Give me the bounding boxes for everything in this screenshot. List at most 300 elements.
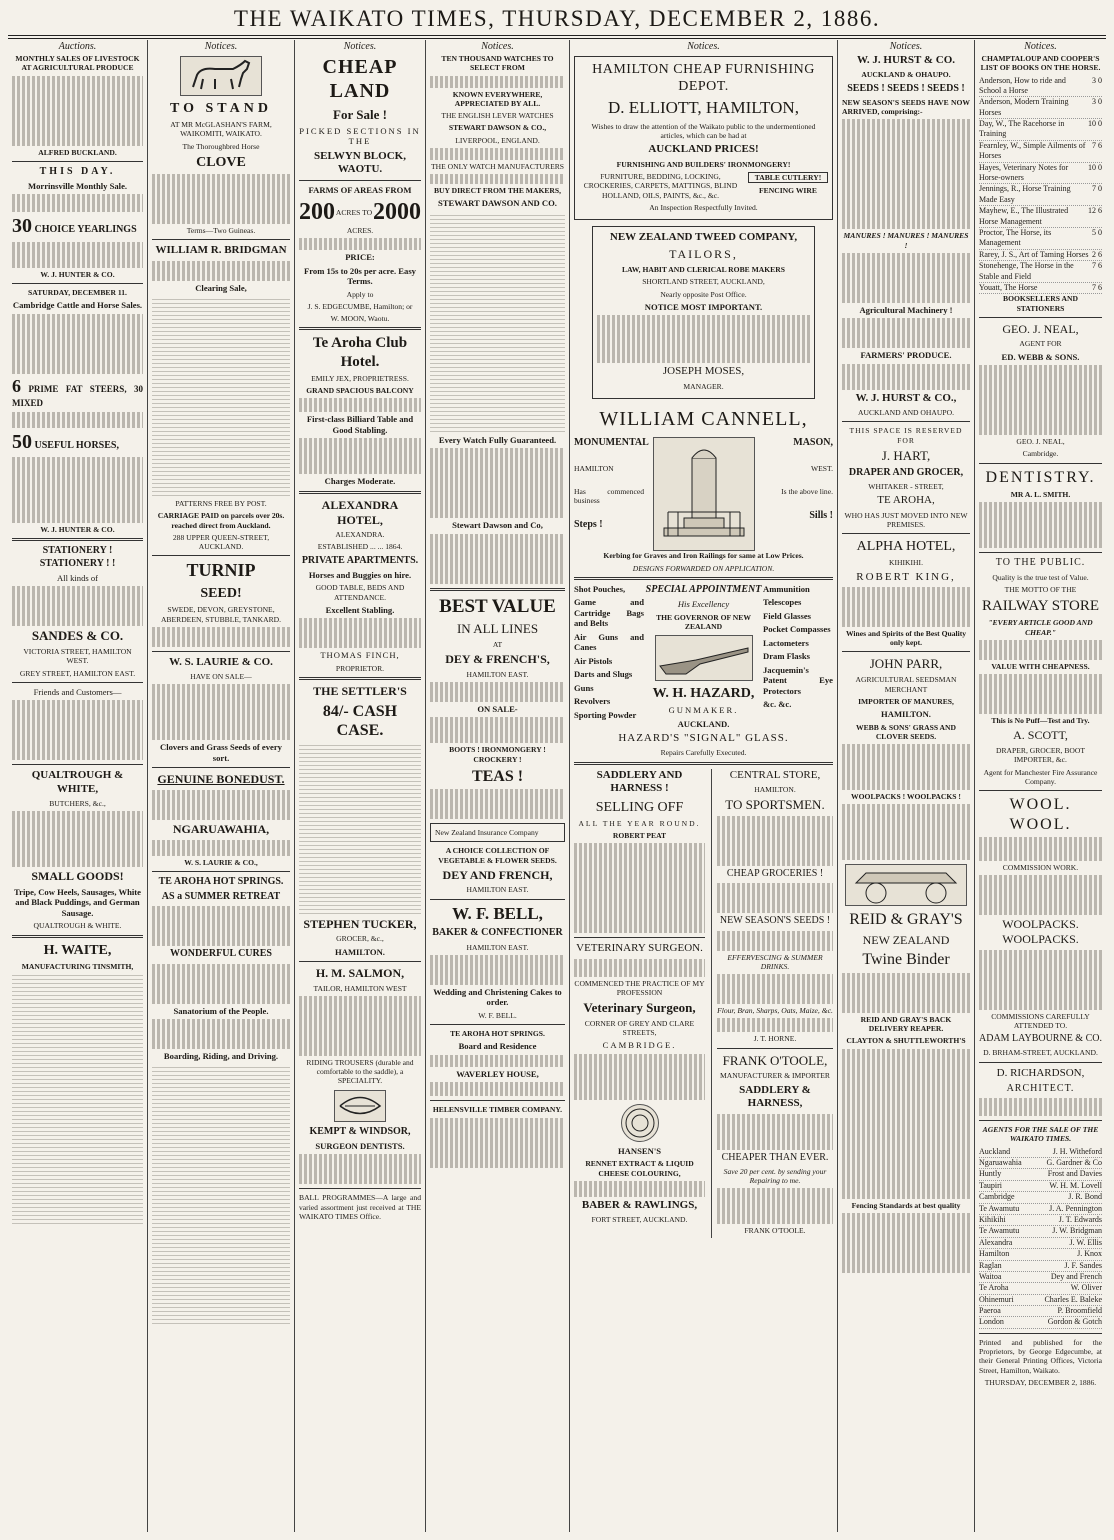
- horse-illustration: [180, 56, 262, 96]
- horse-icon: [181, 57, 261, 95]
- ad-text: First-class Billiard Table and Good Stabling.: [306, 414, 414, 435]
- body-text: [430, 1055, 565, 1067]
- body-text: [12, 586, 143, 626]
- body-text: [152, 296, 290, 496]
- agent-row: [979, 1317, 1102, 1328]
- ad-text: NEW ZEALAND: [862, 932, 950, 947]
- shop-name: W. J. HURST & CO.: [856, 54, 956, 66]
- auctioneer-name: ALFRED BUCKLAND.: [38, 147, 117, 157]
- divider: [152, 651, 290, 652]
- ad-heading: TO THE PUBLIC.: [995, 557, 1086, 569]
- signature: J. T. HORNE.: [753, 1034, 797, 1044]
- body-text: [842, 119, 970, 229]
- agent-row-label: Alexandra: [979, 1237, 1013, 1247]
- hotel-name: ALPHA HOTEL,: [856, 539, 956, 555]
- ad-text: BAKER & CONFECTIONER: [432, 927, 563, 939]
- ad-text: Horses and Buggies on hire.: [308, 569, 412, 580]
- agent-row: [979, 1238, 1102, 1249]
- ad-text: SPECIAL APPOINTMENT: [645, 583, 762, 595]
- ad-text: "EVERY ARTICLE GOOD AND CHEAP.": [988, 618, 1093, 637]
- body-text: [842, 318, 970, 348]
- divider: [979, 790, 1102, 791]
- ad-text: TAILOR, HAMILTON WEST: [313, 983, 407, 993]
- body-text: [430, 76, 565, 88]
- agent-row: [979, 1204, 1102, 1215]
- ad-text: BALL PROGRAMMES—A large and varied assortment just received at THE WAIKATO TIMES Office.: [299, 1193, 421, 1221]
- divider: [299, 180, 421, 181]
- item: Ammunition: [763, 583, 810, 594]
- agent-row-value: J. H. Witheford: [1052, 1146, 1102, 1156]
- ad-subheading: For Sale !: [333, 106, 387, 122]
- ad-text: Every Watch Fully Guaranteed.: [438, 434, 557, 445]
- ad-text: This is No Puff—Test and Try.: [991, 716, 1090, 726]
- shop-address: D. BRHAM-STREET, AUCKLAND.: [983, 1048, 1098, 1058]
- ad-text: ESTABLISHED ... ... 1864.: [317, 542, 403, 552]
- acre-label: ACRES.: [346, 225, 374, 235]
- ad-text: IMPORTER OF MANURES,: [858, 696, 954, 706]
- item: Field Glasses: [763, 610, 811, 621]
- book-row: [979, 261, 1102, 283]
- book-row-label: Hayes, Veterinary Notes for Horse-owners: [979, 162, 1069, 183]
- agent-row-value: W. Oliver: [1070, 1283, 1102, 1293]
- book-row-label: Anderson, How to ride and School a Horse: [979, 75, 1066, 95]
- monument-illustration: [653, 437, 755, 551]
- ad-heading: Clearing Sale,: [195, 282, 247, 293]
- ad-text: GRAND SPACIOUS BALCONY: [306, 386, 414, 396]
- ad-text: Is the above line.: [781, 486, 833, 496]
- masthead: [0, 0, 1114, 36]
- shop-address: VICTORIA STREET, HAMILTON WEST.: [23, 647, 132, 666]
- body-text: [152, 840, 290, 856]
- ad-heading: AUCKLAND PRICES!: [648, 143, 759, 156]
- shop-name: SANDES & CO.: [31, 628, 124, 644]
- section-title: THIS DAY.: [39, 165, 116, 177]
- ad-heading: RENNET EXTRACT & LIQUID CHEESE COLOURING,: [585, 1159, 694, 1178]
- furnishing-side: [748, 172, 828, 203]
- ad-text: GROCER, &c.,: [336, 934, 384, 944]
- agent-row-value: W. H. M. Lovell: [1049, 1180, 1102, 1190]
- body-text: [430, 955, 565, 985]
- masthead-title: THE WAIKATO TIMES, THURSDAY, DECEMBER 2, 1886.: [233, 6, 881, 31]
- sale-date: SATURDAY, DECEMBER 11.: [28, 288, 127, 298]
- ad-heading: Veterinary Surgeon,: [583, 1000, 696, 1016]
- book-row-value: 7 6: [1092, 282, 1102, 292]
- ad-text: Excellent Stabling.: [325, 604, 395, 615]
- ad-text: Save 20 per cent. by sending your Repairing to me.: [723, 1166, 827, 1185]
- agent-row: [979, 1261, 1102, 1272]
- shop-address: Nearly opposite Post Office.: [660, 289, 747, 299]
- shop-name: KEMPT & WINDSOR,: [309, 1125, 411, 1137]
- ad-text: ALL THE YEAR ROUND.: [578, 818, 701, 828]
- ad-heading: 84/- CASH CASE.: [322, 702, 398, 740]
- agent-row-value: Dey and French: [1050, 1271, 1102, 1281]
- divider: [299, 491, 421, 494]
- gun-illustration: [655, 635, 753, 681]
- shop-name: ROBERT PEAT: [612, 830, 667, 840]
- ad-text: BOOKSELLERS AND STATIONERS: [1003, 294, 1078, 313]
- ad-text: COMMISSION WORK.: [1002, 863, 1079, 873]
- monument-icon: [654, 438, 754, 550]
- hazard-ad: [574, 584, 833, 732]
- shop-name: W. S. LAURIE & CO.: [169, 655, 273, 668]
- shop-address: SHORTLAND STREET, AUCKLAND,: [642, 277, 765, 287]
- shop-address: CORNER OF GREY AND CLARE STREETS,: [584, 1018, 695, 1038]
- divider: [979, 1120, 1102, 1121]
- agent-row: [979, 1283, 1102, 1294]
- item: Game and Cartridge Bags and Belts: [574, 597, 644, 629]
- divider: [574, 762, 833, 765]
- place-name: AUCKLAND AND OHAUPO.: [858, 408, 954, 418]
- column-1: [8, 40, 148, 1532]
- ad-text: Repairs Carefully Executed.: [660, 748, 747, 758]
- shop-name: W. F. BELL,: [452, 903, 543, 923]
- ad-heading: HELENSVILLE TIMBER COMPANY.: [432, 1105, 563, 1115]
- ad-heading: TEAS !: [471, 767, 524, 785]
- agent-row-label: Taupiri: [979, 1180, 1002, 1190]
- ad-heading: AGENTS FOR THE SALE OF THE WAIKATO TIMES.: [982, 1125, 1099, 1144]
- sale-title: Morrinsville Monthly Sale.: [27, 180, 128, 191]
- ad-text: EFFERVESCING & SUMMER DRINKS.: [727, 952, 823, 971]
- ad-text: The Thoroughbred Horse: [182, 141, 260, 151]
- column-4: [426, 40, 570, 1532]
- ad-text: Tripe, Cow Heels, Sausages, White and Black Puddings, and German Sausage.: [14, 887, 141, 918]
- ad-text: AGRICULTURAL SEEDSMAN MERCHANT: [855, 675, 957, 694]
- ad-text: DRAPER, GROCER, BOOT IMPORTER, &c.: [995, 746, 1086, 765]
- ad-text: SELWYN BLOCK, WAOTU.: [314, 149, 406, 176]
- book-row-value: 10 0: [1088, 119, 1102, 129]
- ad-text: BOOTS ! IRONMONGERY ! CROCKERY !: [449, 745, 546, 764]
- shop-address: WHITAKER - STREET,: [868, 482, 944, 492]
- body-text: [717, 816, 833, 866]
- agency-text: New Zealand Insurance Company: [435, 828, 539, 838]
- ad-text: AT: [492, 639, 503, 649]
- signature: QUALTROUGH & WHITE.: [33, 921, 122, 931]
- place-name: HAMILTON EAST.: [466, 942, 529, 952]
- agent-row-label: Ohinemuri: [979, 1294, 1014, 1304]
- ad-text: Apply to: [346, 289, 374, 299]
- body-text: [152, 261, 290, 281]
- agent-row-value: J. W. Bridgman: [1052, 1226, 1102, 1236]
- terms: Terms—Two Guineas.: [186, 225, 256, 235]
- body-text: [299, 996, 421, 1056]
- book-row: [979, 283, 1102, 294]
- body-text: [717, 974, 833, 1004]
- ad-text: TABLE CUTLERY!: [748, 172, 828, 183]
- place-name: AUCKLAND.: [677, 718, 730, 729]
- item: &c. &c.: [763, 699, 792, 710]
- divider: [979, 1062, 1102, 1063]
- body-text: [842, 744, 970, 790]
- item: Air Guns and Canes: [574, 631, 644, 653]
- ad-heading: SMALL GOODS!: [31, 869, 124, 884]
- place-name: AUCKLAND & OHAUPO.: [861, 70, 951, 80]
- ad-text: RIDING TROUSERS (durable and comfortable to the saddle), a SPECIALITY.: [306, 1057, 414, 1086]
- divider: [299, 677, 421, 680]
- place-name: KIHIKIHI.: [889, 558, 923, 568]
- column-7: [975, 40, 1106, 1532]
- body-text: [430, 174, 565, 184]
- sale-title: Cambridge Cattle and Horse Sales.: [12, 300, 143, 311]
- ad-heading: Clovers and Grass Seeds of every sort.: [160, 742, 282, 763]
- item: Darts and Slugs: [574, 669, 633, 680]
- book-list: [979, 76, 1102, 295]
- ad-text: Agent for Manchester Fire Assurance Company.: [983, 767, 1098, 786]
- ad-text: A CHOICE COLLECTION OF VEGETABLE & FLOWER SEEDS.: [438, 846, 557, 865]
- masthead-rule: [8, 35, 1106, 36]
- ad-text: Charges Moderate.: [324, 476, 396, 487]
- shop-address: GREY STREET, HAMILTON EAST.: [19, 668, 136, 678]
- column-3: [295, 40, 426, 1532]
- item: Telescopes: [763, 597, 802, 608]
- ad-heading: TEN THOUSAND WATCHES TO SELECT FROM: [441, 54, 554, 73]
- ad-text: GOOD TABLE, BEDS AND ATTENDANCE.: [315, 583, 405, 602]
- book-row-label: Mayhew, E., The Illustrated Horse Management: [979, 206, 1069, 226]
- body-text: [430, 448, 565, 518]
- body-text: [152, 684, 290, 740]
- proprietor: THOMAS FINCH,: [320, 650, 400, 661]
- body-text: [299, 238, 421, 250]
- ad-text: DESIGNS FORWARDED ON APPLICATION.: [632, 563, 775, 573]
- body-text: [979, 950, 1102, 1010]
- item: Air Pistols: [574, 655, 613, 666]
- body-text: [979, 365, 1102, 435]
- agent-row-label: Waitoa: [979, 1271, 1002, 1281]
- lot-description: USEFUL HORSES,: [34, 439, 119, 451]
- body-text: [842, 1213, 970, 1273]
- divider: [12, 682, 143, 683]
- ad-heading: SEED!: [200, 586, 242, 602]
- ad-heading: WOOLPACKS ! WOOLPACKS !: [851, 792, 961, 801]
- column-5: [570, 40, 838, 1532]
- ad-text: Wishes to draw the attention of the Waikato public to the undermentioned articles, which can be had at: [591, 121, 816, 141]
- acre-max: 2000: [372, 198, 421, 225]
- agent-row-value: J. Knox: [1077, 1249, 1102, 1259]
- ad-text: FENCING WIRE: [759, 186, 817, 196]
- ad-heading: BEST VALUE: [439, 595, 556, 617]
- shop-name: BABER & RAWLINGS,: [581, 1198, 698, 1211]
- ad-heading: DENTISTRY.: [985, 468, 1096, 486]
- furnishing-ad: [574, 56, 833, 220]
- book-row: [979, 250, 1102, 261]
- ad-text: WEST.: [810, 463, 833, 473]
- book-row: [979, 119, 1102, 141]
- ad-heading: SADDLERY AND HARNESS !: [596, 768, 683, 795]
- ad-heading: ED. WEBB & SONS.: [1001, 351, 1080, 362]
- column-header: Notices.: [481, 41, 514, 52]
- book-row-label: Rarey, J. S., Art of Taming Horses: [979, 249, 1089, 259]
- cannell-ad: [574, 437, 833, 551]
- book-row-label: Stonehenge, The Horse in the Stable and Field: [979, 261, 1074, 281]
- place-name: Cambridge.: [1022, 449, 1059, 459]
- shop-name: A. SCOTT,: [1013, 728, 1068, 743]
- agent-row-value: J. A. Pennington: [1049, 1203, 1102, 1213]
- body-text: [430, 1118, 565, 1168]
- place-name: ALEXANDRA.: [335, 530, 385, 540]
- ad-text: TAILORS,: [669, 247, 738, 262]
- shop-name: JOHN PARR,: [869, 656, 943, 672]
- furnishing-details: [579, 172, 828, 203]
- ad-heading: Twine Binder: [862, 951, 950, 969]
- divider: [152, 871, 290, 872]
- agent-row: [979, 1249, 1102, 1260]
- signature: FRANK O'TOOLE.: [744, 1226, 806, 1236]
- book-row: [979, 141, 1102, 163]
- column-header: Notices.: [687, 41, 720, 52]
- acre-min: 200: [299, 198, 335, 225]
- col5-bottom: [574, 769, 833, 1239]
- shop-name: FRANK O'TOOLE,: [722, 1052, 828, 1068]
- agent-row: [979, 1169, 1102, 1180]
- place-name: CAMBRIDGE.: [602, 1040, 677, 1051]
- hotel-name: ALEXANDRA HOTEL,: [321, 497, 399, 527]
- shop-name: W. J. HURST & CO.,: [855, 391, 957, 404]
- shop-address: 288 UPPER QUEEN-STREET, AUCKLAND.: [172, 532, 270, 552]
- body-text: [152, 964, 290, 1004]
- body-text: [842, 587, 970, 627]
- reaper-icon: [846, 865, 966, 905]
- body-text: [842, 253, 970, 303]
- item: Dram Flasks: [763, 651, 811, 662]
- body-text: [842, 804, 970, 860]
- price-table: [152, 1064, 290, 1324]
- ad-text: THE ENGLISH LEVER WATCHES: [441, 111, 554, 120]
- shop-name: CENTRAL STORE,: [729, 768, 821, 781]
- agent-row: [979, 1181, 1102, 1192]
- shop-name: H. M. SALMON,: [315, 966, 405, 981]
- agent-row-label: Cambridge: [979, 1192, 1015, 1202]
- book-row-value: 10 0: [1088, 162, 1102, 172]
- column-header: Notices.: [1024, 41, 1057, 52]
- column-header: Notices.: [889, 41, 923, 52]
- ad-text: BUY DIRECT FROM THE MAKERS,: [433, 186, 562, 195]
- place-name: HAMILTON EAST.: [466, 669, 529, 679]
- divider: [717, 1048, 833, 1049]
- divider: [574, 577, 833, 580]
- item: Pocket Compasses: [763, 624, 831, 635]
- agent-row-value: J. R. Bond: [1068, 1192, 1102, 1202]
- ad-heading: CHAMPTALOUP AND COOPER'S LIST OF BOOKS ON THE HORSE.: [980, 54, 1101, 73]
- agent-row-label: Hamilton: [979, 1249, 1010, 1259]
- manager-name: JOSEPH MOSES,: [662, 365, 745, 378]
- price-heading: PRICE:: [345, 252, 375, 263]
- agent-row: [979, 1295, 1102, 1306]
- col5-bottom-left: [574, 769, 705, 1239]
- ad-text: FURNITURE, BEDDING, LOCKING, CROCKERIES, CARPETS, MATTINGS, BLIND HOLLAND, OILS, PAINTS, &c., &c.: [583, 172, 738, 200]
- ad-text: CARRIAGE PAID on parcels over 20s. reached direct from Auckland.: [157, 511, 285, 530]
- shop-name: Stewart Dawson and Co,: [452, 520, 543, 531]
- body-text: [299, 438, 421, 474]
- ad-heading: SELLING OFF: [595, 799, 684, 815]
- ad-heading: VETERINARY SURGEON.: [576, 942, 703, 955]
- ad-heading: WEBB & SONS' GRASS AND CLOVER SEEDS.: [855, 722, 956, 741]
- ad-heading: WOOL. WOOL.: [1009, 796, 1072, 833]
- body-text: [979, 502, 1102, 548]
- ad-heading: NOTICE MOST IMPORTANT.: [644, 301, 763, 312]
- body-text: [842, 1049, 970, 1199]
- agent-row-label: Auckland: [979, 1146, 1011, 1156]
- hansen-seal: [621, 1104, 659, 1142]
- ad-heading: FARMERS' PRODUCE.: [860, 350, 952, 361]
- body-text: [12, 700, 143, 760]
- body-text: [12, 194, 143, 212]
- proprietor-title: PROPRIETOR.: [335, 663, 385, 673]
- item: Sporting Powder: [574, 709, 637, 720]
- brand-name: HANSEN'S: [618, 1145, 661, 1156]
- divider: [430, 588, 565, 591]
- body-text: [299, 1154, 421, 1184]
- ad-text: PRIVATE APARTMENTS.: [301, 554, 419, 566]
- manager-title: MANAGER.: [683, 381, 724, 391]
- body-text: [717, 1188, 833, 1224]
- agent-row-label: Te Awamutu: [979, 1203, 1020, 1213]
- agent-row: [979, 1215, 1102, 1226]
- shop-name: QUALTROUGH & WHITE,: [31, 769, 124, 795]
- contact-name: J. S. EDGECUMBE, Hamilton; or: [307, 301, 413, 311]
- horse-name: CLOVE: [196, 154, 246, 170]
- divider: [979, 317, 1102, 318]
- body-text: [717, 1114, 833, 1150]
- ad-heading: TE AROHA HOT SPRINGS.: [450, 1029, 545, 1039]
- ad-heading: WOOLPACKS. WOOLPACKS.: [1002, 917, 1079, 946]
- ad-text: PATTERNS FREE BY POST.: [175, 499, 267, 509]
- divider: [12, 935, 143, 938]
- ad-text: Wines and Spirits of the Best Quality only kept.: [845, 628, 967, 648]
- agent-row: [979, 1306, 1102, 1317]
- book-row: [979, 228, 1102, 250]
- book-row: [979, 163, 1102, 185]
- body-text: [574, 1181, 705, 1197]
- rifle-icon: [656, 636, 752, 680]
- ad-text: Flour, Bran, Sharps, Oats, Maize, &c.: [717, 1006, 833, 1016]
- book-row-value: 12 6: [1088, 206, 1102, 216]
- body-text: [979, 875, 1102, 915]
- place-name: HAMILTON.: [754, 785, 796, 795]
- body-text: [152, 906, 290, 946]
- place-name: HAMILTON: [574, 463, 614, 473]
- book-row: [979, 184, 1102, 206]
- auctioneer-name: W. J. HUNTER & CO.: [40, 269, 115, 279]
- agent-row-label: Te Awamutu: [979, 1226, 1020, 1236]
- place-name: LIVERPOOL, ENGLAND.: [455, 135, 540, 145]
- shop-name: STEWART DAWSON AND CO.: [438, 198, 557, 209]
- body-text: [430, 1082, 565, 1096]
- body-text: [12, 457, 143, 523]
- ad-text: ARCHITECT.: [1006, 1082, 1075, 1094]
- shop-name: WILLIAM R. BRIDGMAN: [155, 244, 287, 257]
- ad-text: MASON,: [793, 437, 833, 449]
- divider: [299, 1188, 421, 1189]
- hotel-name: WAVERLEY HOUSE,: [456, 1068, 539, 1079]
- ad-text: Board and Residence: [458, 1041, 537, 1052]
- divider: [979, 463, 1102, 464]
- ad-text: SURGEON DENTISTS.: [315, 1140, 405, 1151]
- book-row-label: Jennings, R., Horse Training Made Easy: [979, 184, 1071, 204]
- body-text: [717, 1018, 833, 1032]
- shop-name: D. ELLIOTT, HAMILTON,: [608, 98, 799, 118]
- divider: [842, 651, 970, 652]
- ad-text: MONUMENTAL: [574, 437, 649, 449]
- item: Guns: [574, 682, 594, 693]
- ad-text: Wedding and Christening Cakes to order.: [433, 986, 562, 1008]
- divider: [152, 767, 290, 768]
- divider: [430, 1024, 565, 1025]
- divider: [12, 538, 143, 541]
- book-row-value: 3 0: [1092, 75, 1102, 85]
- contact-name: W. MOON, Waotu.: [330, 314, 390, 324]
- divider: [152, 555, 290, 556]
- body-text: [299, 398, 421, 412]
- body-text: [152, 174, 290, 224]
